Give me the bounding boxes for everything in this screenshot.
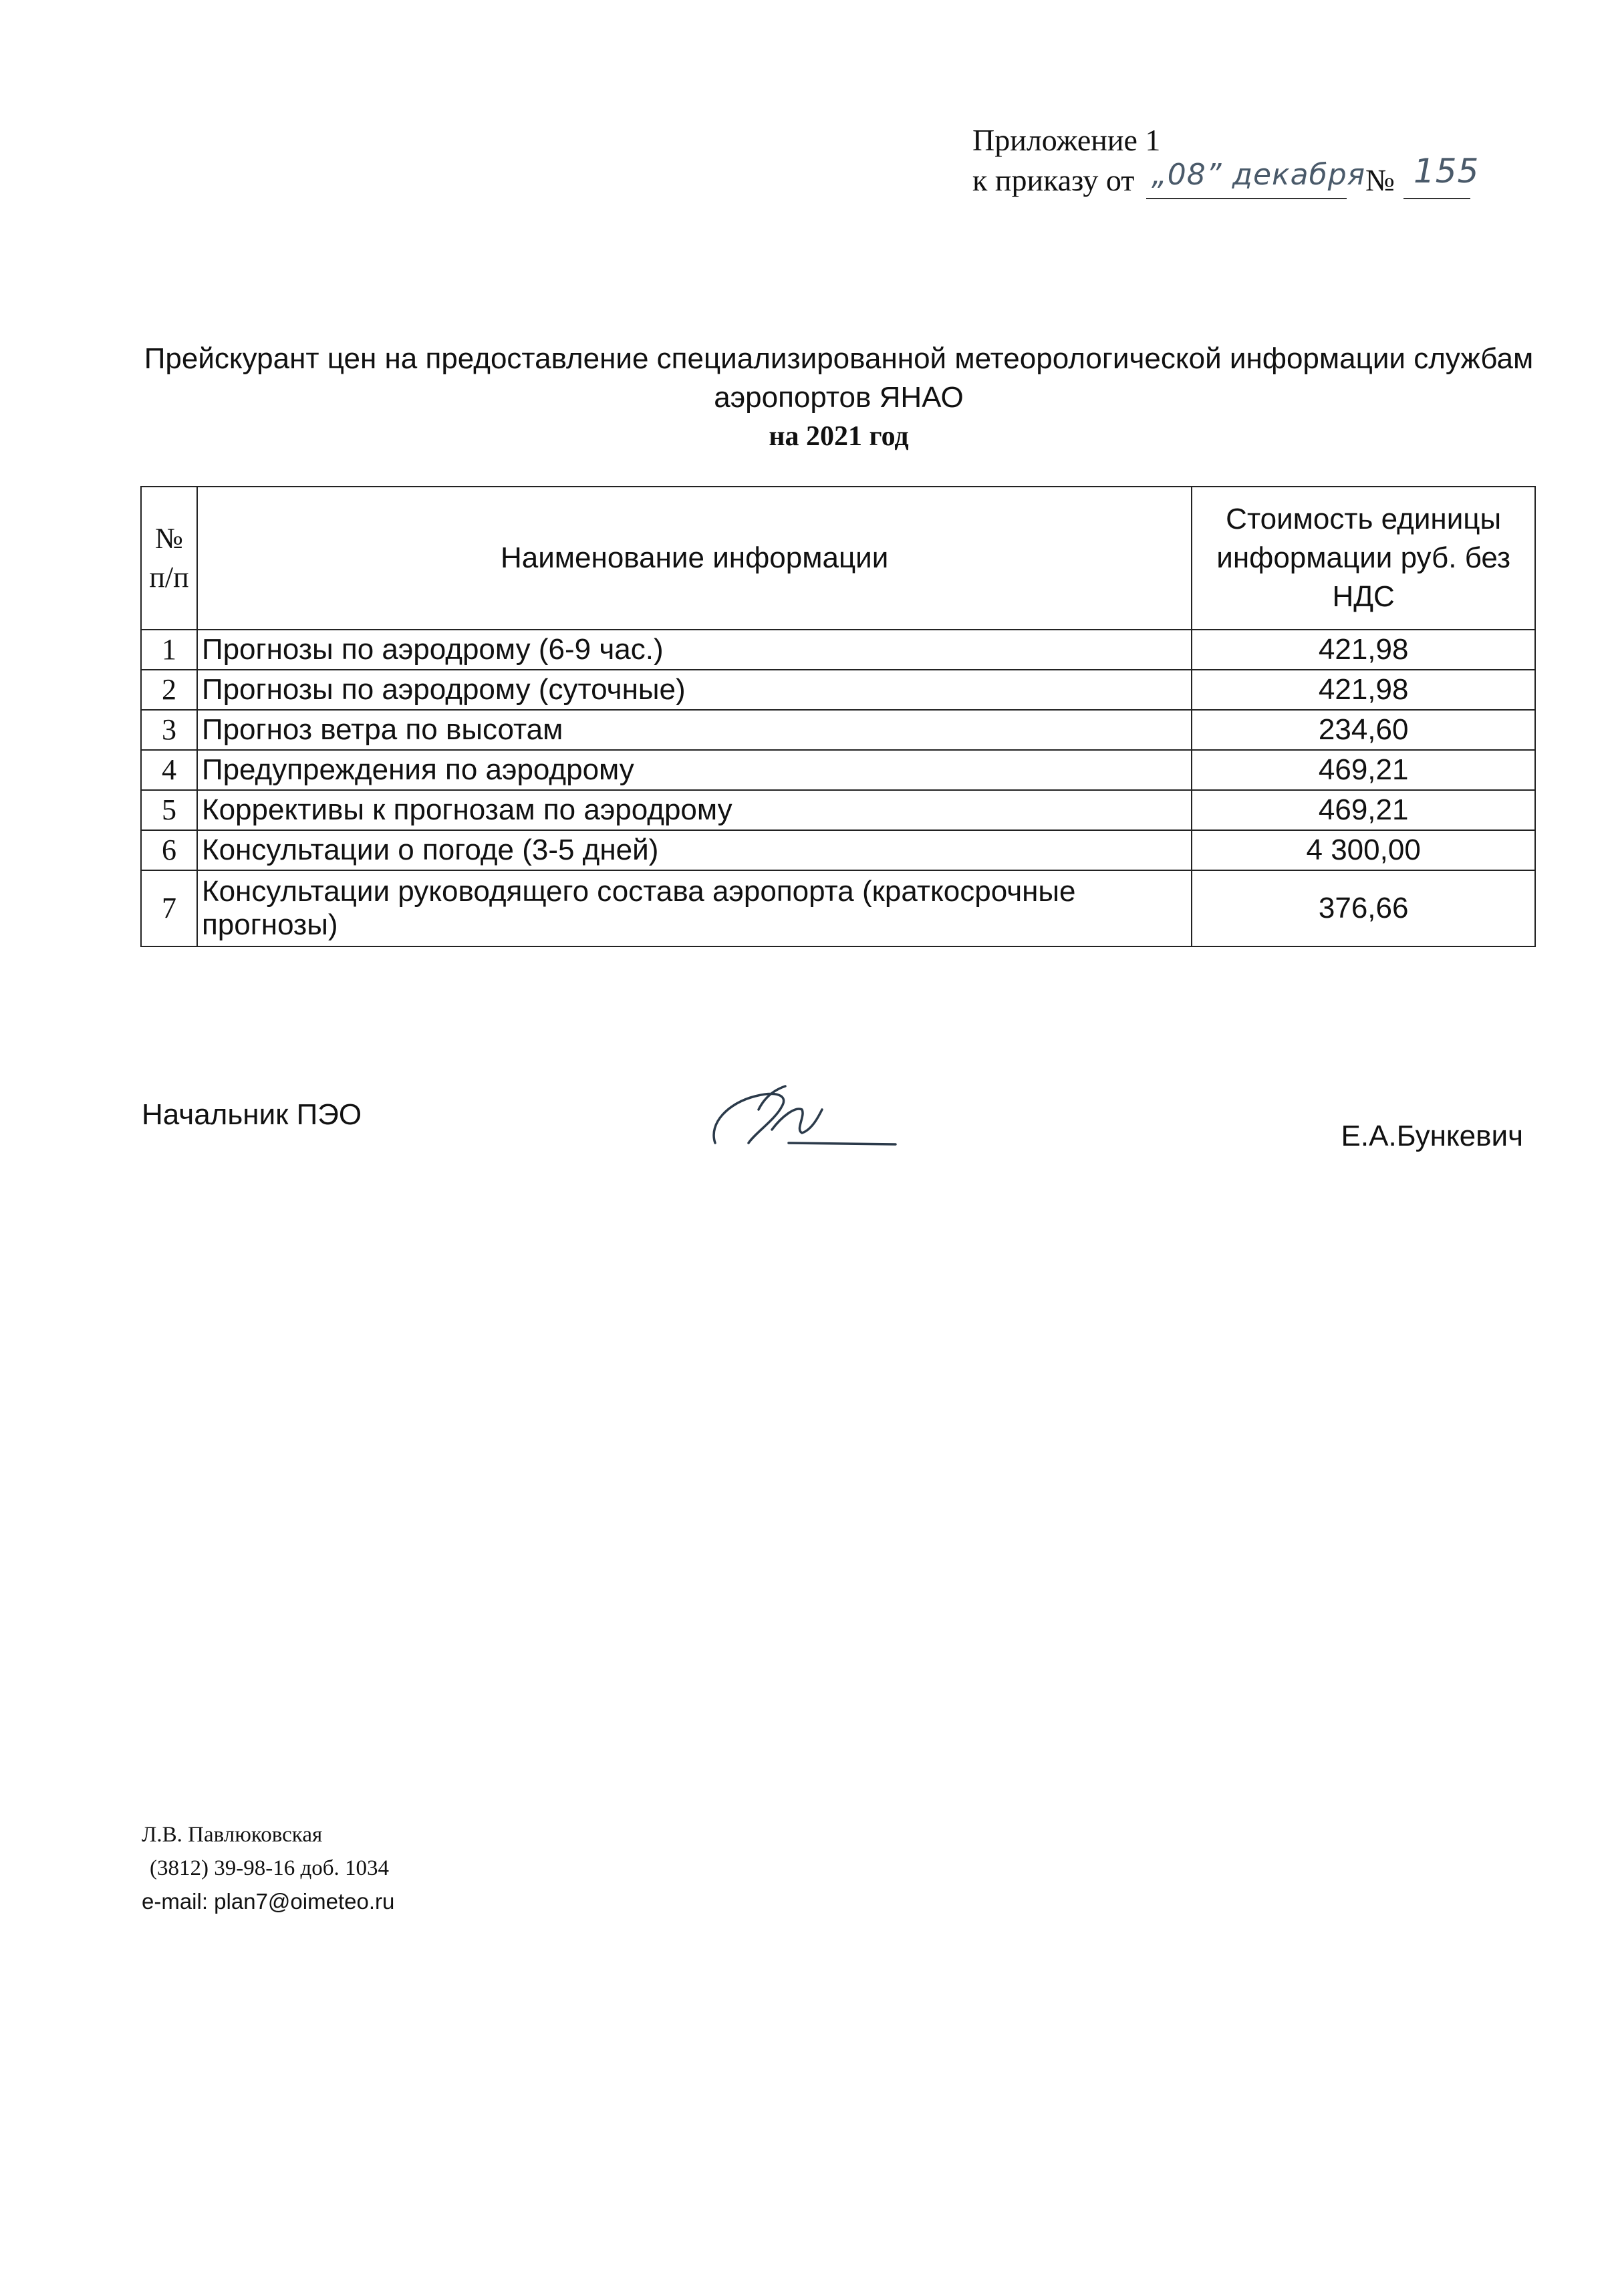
signer-name: Е.А.Бункевич xyxy=(1341,1120,1523,1152)
row-num: 7 xyxy=(141,870,197,946)
table-row xyxy=(141,830,1535,870)
number-sign: № xyxy=(1365,163,1395,197)
row-price: 234,60 xyxy=(1192,710,1535,750)
table-row xyxy=(141,750,1535,790)
contact-person: Л.В. Павлюковская xyxy=(142,1823,323,1847)
row-name: Прогнозы по аэродрому (суточные) xyxy=(197,670,1192,710)
title-year: на 2021 год xyxy=(769,421,909,452)
appendix-header xyxy=(972,120,1480,201)
order-prefix: к приказу от xyxy=(972,163,1135,197)
header-price: Стоимость единицы информации руб. без НДС xyxy=(1192,487,1535,630)
table-row xyxy=(141,790,1535,830)
table-row xyxy=(141,710,1535,750)
row-price: 421,98 xyxy=(1192,630,1535,670)
signer-role: Начальник ПЭО xyxy=(142,1098,362,1131)
table-header-row xyxy=(141,487,1535,630)
row-name: Предупреждения по аэродрому xyxy=(197,750,1192,790)
table-row xyxy=(141,630,1535,670)
table-row xyxy=(141,670,1535,710)
row-name: Коррективы к прогнозам по аэродрому xyxy=(197,790,1192,830)
row-name: Прогнозы по аэродрому (6-9 час.) xyxy=(197,630,1192,670)
title-line-2: аэропортов ЯНАО xyxy=(714,381,964,414)
row-price: 4 300,00 xyxy=(1192,830,1535,870)
header-name: Наименование информации xyxy=(197,487,1192,630)
row-num: 6 xyxy=(141,830,197,870)
appendix-title: Приложение 1 xyxy=(972,123,1161,157)
row-name: Консультации о погоде (3-5 дней) xyxy=(197,830,1192,870)
row-price: 469,21 xyxy=(1192,790,1535,830)
handwritten-signature xyxy=(702,1069,902,1156)
row-num: 5 xyxy=(141,790,197,830)
contact-phone: (3812) 39-98-16 доб. 1034 xyxy=(150,1856,390,1880)
price-table xyxy=(140,486,1536,947)
row-num: 1 xyxy=(141,630,197,670)
handwritten-number: 155 xyxy=(1414,152,1480,190)
document-title xyxy=(134,340,1544,456)
handwritten-date: „08” декабря xyxy=(1152,158,1366,192)
contact-block xyxy=(142,1818,394,1918)
row-name: Консультации руководящего состава аэропорта (краткосрочные прогнозы) xyxy=(197,870,1192,946)
row-num: 4 xyxy=(141,750,197,790)
row-price: 421,98 xyxy=(1192,670,1535,710)
title-line-1: Прейскурант цен на предоставление специализированной метеорологической информации службам xyxy=(144,342,1534,375)
row-price: 376,66 xyxy=(1192,870,1535,946)
contact-email: e-mail: plan7@oimeteo.ru xyxy=(142,1889,395,1914)
row-num: 2 xyxy=(141,670,197,710)
order-reference xyxy=(972,152,1480,201)
row-num: 3 xyxy=(141,710,197,750)
row-price: 469,21 xyxy=(1192,750,1535,790)
header-num: № п/п xyxy=(141,487,197,630)
table-row xyxy=(141,870,1535,946)
row-name: Прогноз ветра по высотам xyxy=(197,710,1192,750)
